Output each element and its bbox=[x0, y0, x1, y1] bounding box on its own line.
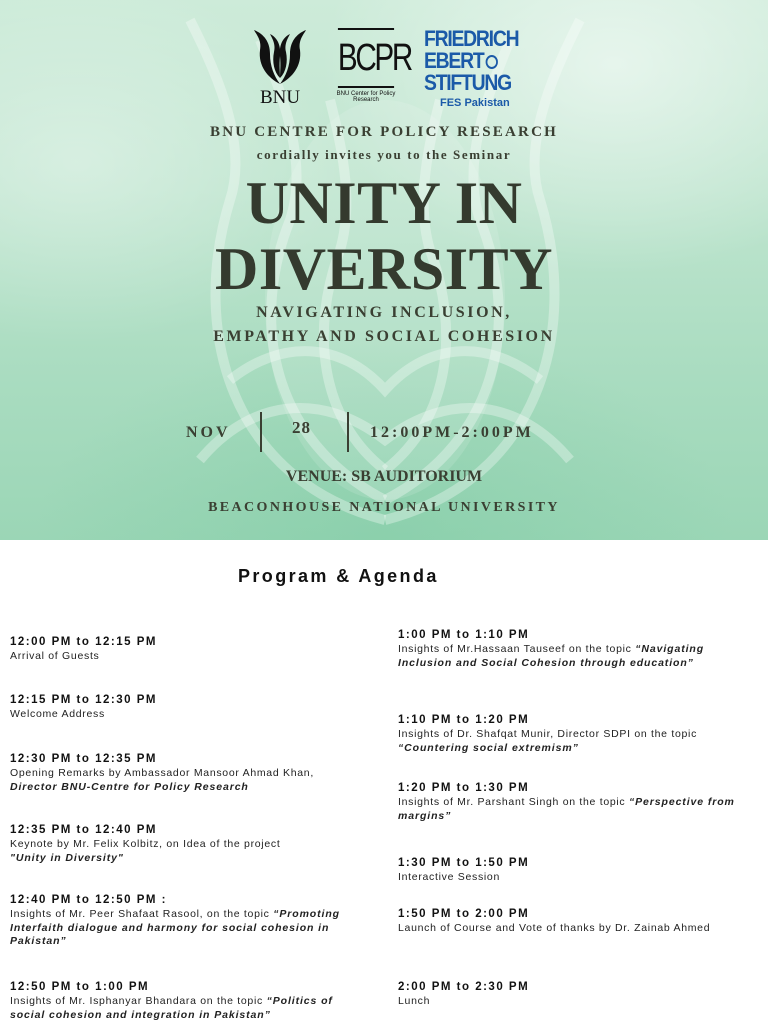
bcpr-logo-subtitle: BNU Center for Policy Research bbox=[336, 91, 396, 103]
agenda-item bbox=[10, 693, 350, 722]
agenda-description bbox=[10, 995, 350, 1022]
agenda-item bbox=[398, 713, 758, 755]
divider bbox=[347, 412, 349, 452]
agenda-item bbox=[398, 856, 758, 885]
agenda-time: 1:10 PM to 1:20 PM bbox=[398, 714, 530, 726]
agenda-time: 2:00 PM to 2:30 PM bbox=[398, 981, 530, 993]
agenda-description bbox=[10, 650, 350, 664]
agenda-text: Insights of Mr. Peer Shafaat Rasool, on the topic bbox=[10, 908, 274, 920]
agenda-title: Program & Agenda bbox=[238, 566, 439, 586]
agenda-item bbox=[398, 628, 758, 670]
agenda-description bbox=[10, 908, 350, 949]
agenda-text: Keynote by Mr. Felix Kolbitz, on Idea of the project bbox=[10, 838, 281, 850]
agenda-item bbox=[10, 635, 350, 664]
agenda-emphasis: "Unity in Diversity" bbox=[10, 851, 124, 864]
agenda-time: 12:40 PM to 12:50 PM : bbox=[10, 894, 167, 906]
agenda-description bbox=[398, 922, 758, 936]
agenda-description bbox=[10, 838, 290, 865]
agenda-emphasis: “Perspective from margins” bbox=[398, 796, 735, 822]
agenda-item bbox=[10, 893, 350, 949]
agenda-text: Interactive Session bbox=[398, 871, 501, 883]
date-time-row bbox=[0, 410, 768, 454]
globe-icon bbox=[485, 55, 497, 69]
fes-logo-line2: EBERT bbox=[424, 48, 484, 73]
bnu-logo-text: BNU bbox=[259, 87, 301, 108]
agenda-item bbox=[10, 980, 350, 1022]
agenda-description bbox=[398, 796, 758, 823]
logo-row bbox=[0, 28, 768, 112]
agenda-description bbox=[398, 643, 758, 670]
agenda-emphasis: “Navigating Inclusion and Social Cohesion through education” bbox=[398, 643, 705, 669]
agenda-item bbox=[10, 823, 290, 865]
fes-logo-subtitle: FES Pakistan bbox=[440, 97, 510, 109]
agenda-time: 12:30 PM to 12:35 PM bbox=[10, 753, 157, 765]
agenda-description bbox=[10, 767, 350, 794]
event-day: 28 bbox=[292, 418, 311, 437]
agenda-text: Insights of Mr.Hassaan Tauseef on the topic bbox=[398, 643, 636, 655]
event-subtitle-line2: EMPATHY AND SOCIAL COHESION bbox=[213, 328, 555, 345]
agenda-description bbox=[398, 871, 758, 885]
bnu-emblem-icon bbox=[254, 28, 306, 86]
organizer-name: BNU CENTRE FOR POLICY RESEARCH bbox=[210, 124, 558, 140]
university-name: BEACONHOUSE NATIONAL UNIVERSITY bbox=[208, 500, 560, 515]
event-venue: VENUE: SB AUDITORIUM bbox=[285, 468, 483, 485]
agenda-text: Insights of Mr. Parshant Singh on the topic bbox=[398, 796, 629, 808]
agenda-item bbox=[10, 752, 350, 794]
agenda-emphasis: Director BNU-Centre for Policy Research bbox=[10, 780, 249, 793]
agenda-time: 1:30 PM to 1:50 PM bbox=[398, 857, 530, 869]
agenda-time: 1:00 PM to 1:10 PM bbox=[398, 629, 530, 641]
fes-logo-line1: FRIEDRICH bbox=[424, 26, 519, 51]
agenda-item bbox=[398, 907, 758, 936]
event-subtitle-line1: NAVIGATING INCLUSION, bbox=[256, 304, 512, 321]
agenda-description bbox=[398, 728, 758, 755]
agenda-text: Lunch bbox=[398, 995, 431, 1007]
event-title-line1: UNITY IN bbox=[245, 170, 523, 236]
invitation-line: cordially invites you to the Seminar bbox=[256, 147, 512, 162]
agenda-item bbox=[398, 781, 758, 823]
event-month: NOV bbox=[186, 424, 231, 441]
fes-logo-line2-wrap bbox=[424, 50, 523, 72]
event-title-line2: DIVERSITY bbox=[215, 236, 553, 302]
agenda-emphasis: “Countering social extremism” bbox=[398, 741, 579, 754]
agenda-time: 12:50 PM to 1:00 PM bbox=[10, 981, 150, 993]
agenda-time: 12:35 PM to 12:40 PM bbox=[10, 824, 157, 836]
agenda-text: Opening Remarks by Ambassador Mansoor Ahmad Khan, bbox=[10, 767, 314, 779]
agenda-emphasis: “Politics of social cohesion and integration in Pakistan” bbox=[10, 995, 333, 1021]
divider bbox=[260, 412, 262, 452]
bnu-logo bbox=[252, 28, 308, 112]
agenda-time: 1:50 PM to 2:00 PM bbox=[398, 908, 530, 920]
agenda-time: 12:00 PM to 12:15 PM bbox=[10, 636, 157, 648]
bcpr-logo bbox=[330, 28, 411, 112]
agenda-time: 12:15 PM to 12:30 PM bbox=[10, 694, 157, 706]
agenda-text: Launch of Course and Vote of thanks by Dr. Zainab Ahmed bbox=[398, 922, 711, 934]
agenda-emphasis: “Promoting Interfaith dialogue and harmony for social cohesion in Pakistan” bbox=[10, 908, 340, 947]
fes-logo-line3: STIFTUNG bbox=[424, 70, 511, 95]
event-time: 12:00PM-2:00PM bbox=[370, 424, 534, 441]
agenda-text: Insights of Dr. Shafqat Munir, Director SDPI on the topic bbox=[398, 728, 698, 740]
fes-logo bbox=[424, 28, 536, 112]
agenda-text: Welcome Address bbox=[10, 708, 105, 720]
agenda-description bbox=[398, 995, 758, 1009]
agenda-time: 1:20 PM to 1:30 PM bbox=[398, 782, 530, 794]
agenda-text: Insights of Mr. Isphanyar Bhandara on the topic bbox=[10, 995, 267, 1007]
agenda-description bbox=[10, 708, 350, 722]
bcpr-logo-mark: BCPR bbox=[338, 28, 394, 88]
agenda-text: Arrival of Guests bbox=[10, 650, 100, 662]
agenda-item bbox=[398, 980, 758, 1009]
